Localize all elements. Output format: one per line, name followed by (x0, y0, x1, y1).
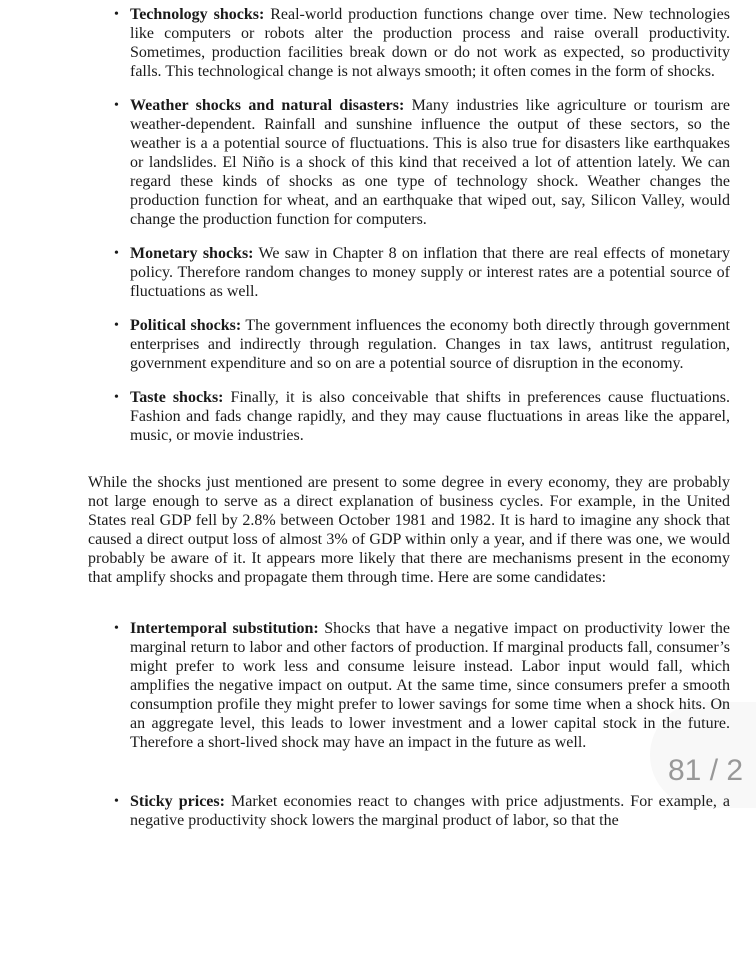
bullet-text: Shocks that have a negative impact on productivity lower the marginal return to labor and other factors of production. If marginal products fall, consumer’s might prefer to work less and consume leisure instead. Labor input would fall, which amplifies the negative impact on output. At the same time, since consumers prefer a smooth consumption profile they might prefer to lower savings for some time when a shock hits. On an aggregate level, this leads to lower investment and a lower capital stock in the future. Therefore a short-lived shock may have an impact in the future as well. (130, 620, 731, 751)
page-indicator: 81 / 2 (668, 754, 744, 787)
bullet-text: Many industries like agriculture or tourism are weather-dependent. Rainfall and sunshine influence the output of these sectors, so the weather is a a potential source of fluctuations. This is also true for disasters like earthquakes or landslides. El Niño is a shock of this kind that received a lot of attention lately. We can regard these kinds of shocks as one type of technology shock. Weather changes the production function for wheat, and an earthquake that wiped out, say, Silicon Valley, would change the production function for computers. (130, 97, 730, 228)
bullet-technology-shocks (114, 5, 730, 81)
bullet-weather-shocks (114, 96, 730, 229)
bullet-icon: • (114, 794, 119, 809)
bullet-title: Sticky prices: (130, 793, 225, 810)
bullet-text: Market economies react to changes with price adjustments. For example, a negative productivity shock lowers the marginal product of labor, so that the (130, 793, 731, 829)
bullet-intertemporal-substitution (114, 619, 731, 752)
bullet-icon: • (114, 318, 119, 333)
bullet-title: Political shocks: (130, 317, 242, 334)
bullet-title: Monetary shocks: (130, 245, 254, 262)
bullet-sticky-prices (114, 792, 731, 830)
bullet-taste-shocks (114, 388, 730, 445)
bullet-icon: • (114, 98, 119, 113)
bullet-icon: • (114, 621, 119, 636)
bullet-political-shocks (114, 316, 730, 373)
bullet-text: The government influences the economy both directly through government enterprises and indirectly through regulation. Changes in tax laws, antitrust regulation, government expenditure and so on are a potential source of disruption in the economy. (130, 317, 730, 372)
bullet-title: Weather shocks and natural disasters: (130, 97, 405, 114)
bullet-text: Real-world production functions change over time. New technologies like computers or robots alter the production process and raise overall productivity. Sometimes, production facilities break down or do not work as expected, so productivity falls. This technological change is not always smooth; it often comes in the form of shocks. (130, 6, 730, 80)
bullet-text: We saw in Chapter 8 on inflation that there are real effects of monetary policy. Therefore random changes to money supply or interest rates are a potential source of fluctuations as well. (130, 245, 731, 300)
bullet-icon: • (114, 390, 119, 405)
bullet-title: Taste shocks: (130, 389, 224, 406)
bullet-icon: • (114, 7, 119, 22)
bullet-title: Intertemporal substitution: (130, 620, 319, 637)
bullet-monetary-shocks (114, 244, 731, 301)
bullet-text: Finally, it is also conceivable that shifts in preferences cause fluctuations. Fashion and fads change rapidly, and they may cause fluctuations in areas like the apparel, music, or movie industries. (130, 389, 730, 444)
bullet-icon: • (114, 246, 119, 261)
bullet-title: Technology shocks: (130, 6, 265, 23)
body-paragraph: While the shocks just mentioned are present to some degree in every economy, they are probably not large enough to serve as a direct explanation of business cycles. For example, in the United States real GDP fell by 2.8% between October 1981 and 1982. It is hard to imagine any shock that caused a direct output loss of almost 3% of GDP within only a year, and if there was one, we would probably be aware of it. It appears more likely that there are mechanisms present in the economy that amplify shocks and propagate them through time. Here are some candidates: (88, 474, 730, 586)
